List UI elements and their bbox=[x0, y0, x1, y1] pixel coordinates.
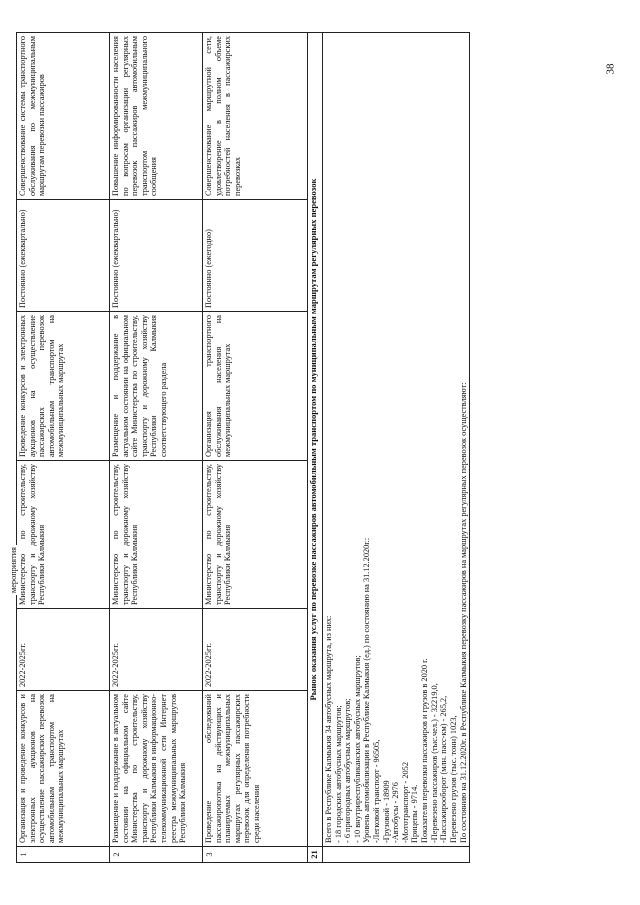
page-number: 38 bbox=[604, 63, 617, 75]
info-row bbox=[323, 33, 470, 863]
row-number: 2 bbox=[110, 847, 203, 863]
info-line: -Автобусы - 2976 bbox=[391, 782, 401, 843]
action-cell: Проведение обследований пассажиропотока на действующих и планируемых межмуниципальных маршрутах регулярных пассажирских перевозок для определения потребности среди населения bbox=[203, 691, 308, 847]
info-line: -Грузовой - 18909 bbox=[381, 780, 391, 843]
table-row bbox=[203, 33, 308, 863]
frequency-cell: Постоянно (ежеквартально) bbox=[110, 200, 203, 312]
info-line: - 10 внутриреспубликанских автобусных маршрутов; bbox=[352, 655, 362, 843]
table-row bbox=[17, 33, 110, 863]
info-line: -Легковой транспорт - 96505, bbox=[372, 739, 382, 843]
section-number: 21 bbox=[308, 847, 323, 863]
period-cell: 2022-2025гг. bbox=[17, 609, 110, 691]
indicator-cell: Размещение и поддержание в актуальном состоянии на официальном сайте Министерства по строительству, транспорту и дорожному хозяйству Республики Калмыкия соответствующего раздела bbox=[110, 312, 203, 461]
result-cell: Повышение информированности населения по вопросам организации регулярных перевозок пассажиров автомобильным транспортом межмуниципального сообщения bbox=[110, 33, 203, 200]
section-header-row bbox=[308, 33, 323, 863]
info-line: -Мототранспорт - 2052 bbox=[400, 762, 410, 843]
measures-table bbox=[16, 32, 470, 863]
row-number: 1 bbox=[17, 847, 110, 863]
info-line: Уровень автомобилизации в Республике Калмыкия (ед.) по состоянию на 31.12.2020г.: bbox=[362, 537, 372, 843]
executor-cell: Министерство по строительству, транспорту и дорожному хозяйству Республики Калмыкия bbox=[110, 461, 203, 609]
table-row bbox=[110, 33, 203, 863]
frequency-cell: Постоянно (ежеквартально) bbox=[17, 200, 110, 312]
info-line: -Перевезено пассажиров (тыс.чел.) - 32219,0, bbox=[429, 683, 439, 843]
info-line: - 18 городских автобусных маршрутов; bbox=[333, 705, 343, 843]
info-line: По состоянию на 31.12.2020г. в Республике Калмыкия перевозку пассажиров на маршрутах регулярных перевозок осуществляют: bbox=[458, 382, 468, 843]
action-cell: Размещение и поддержание в актуальном состоянии на официальном сайте Министерства по строительству, транспорту и дорожному хозяйству Республики Калмыкия в информационно-телекоммуникационной сети Интернет реестра межмуниципальных маршрутов Республики Калмыкия bbox=[110, 691, 203, 847]
info-line: - 6 пригородных автобусных маршрутов; bbox=[343, 698, 353, 843]
section-title: Рынок оказания услуг по перевозке пассажиров автомобильным транспортом по муниципальным маршрутам регулярных перевозок bbox=[308, 33, 323, 847]
info-line: Всего в Республике Калмыкия 34 автобусных маршрута, из них: bbox=[324, 615, 333, 843]
info-cell bbox=[323, 33, 470, 847]
indicator-cell: Проведение конкурсов и электронных аукционов на осуществление пассажирских перевозок автомобильным транспортом на межмуниципальных маршрутах bbox=[17, 312, 110, 461]
executor-cell: Министерство по строительству, транспорту и дорожному хозяйству Республики Калмыкия bbox=[17, 461, 110, 609]
info-line: Перевезено грузов (тыс. тонн) 1023, bbox=[448, 715, 458, 843]
period-cell: 2022-2025гг. bbox=[110, 609, 203, 691]
info-line: -Пассажирооборот (млн. пасс-км) - 265,2, bbox=[439, 695, 449, 843]
row-number: 3 bbox=[203, 847, 308, 863]
period-cell: 2022-2025гг. bbox=[203, 609, 308, 691]
rotated-page bbox=[9, 33, 621, 863]
result-cell: Совершенствование маршрутной сети, удовлетворение в полном объеме потребностей населения в пассажирских перевозках bbox=[203, 33, 308, 200]
frequency-cell: Постоянно (ежегодно) bbox=[203, 200, 308, 312]
result-cell: Совершенствование системы транспортного обслуживания по межмуниципальным маршрутам перевозки пассажиров bbox=[17, 33, 110, 200]
action-cell: Организация и проведение конкурсов и электронных аукционов на осуществление пассажирских перевозок автомобильным транспортом на межмуниципальных маршрутах bbox=[17, 691, 110, 847]
executor-cell: Министерство по строительству, транспорту и дорожному хозяйству Республики Калмыкия bbox=[203, 461, 308, 609]
partial-header: мероприятия bbox=[9, 547, 18, 593]
info-empty-cell bbox=[323, 847, 470, 863]
indicator-cell: Организация транспортного обслуживания населения на межмуниципальных маршрутах bbox=[203, 312, 308, 461]
info-line: Показатели перевозки пассажиров и грузов в 2020 г. bbox=[420, 658, 430, 843]
info-line: Прицепы - 9714. bbox=[410, 784, 420, 843]
